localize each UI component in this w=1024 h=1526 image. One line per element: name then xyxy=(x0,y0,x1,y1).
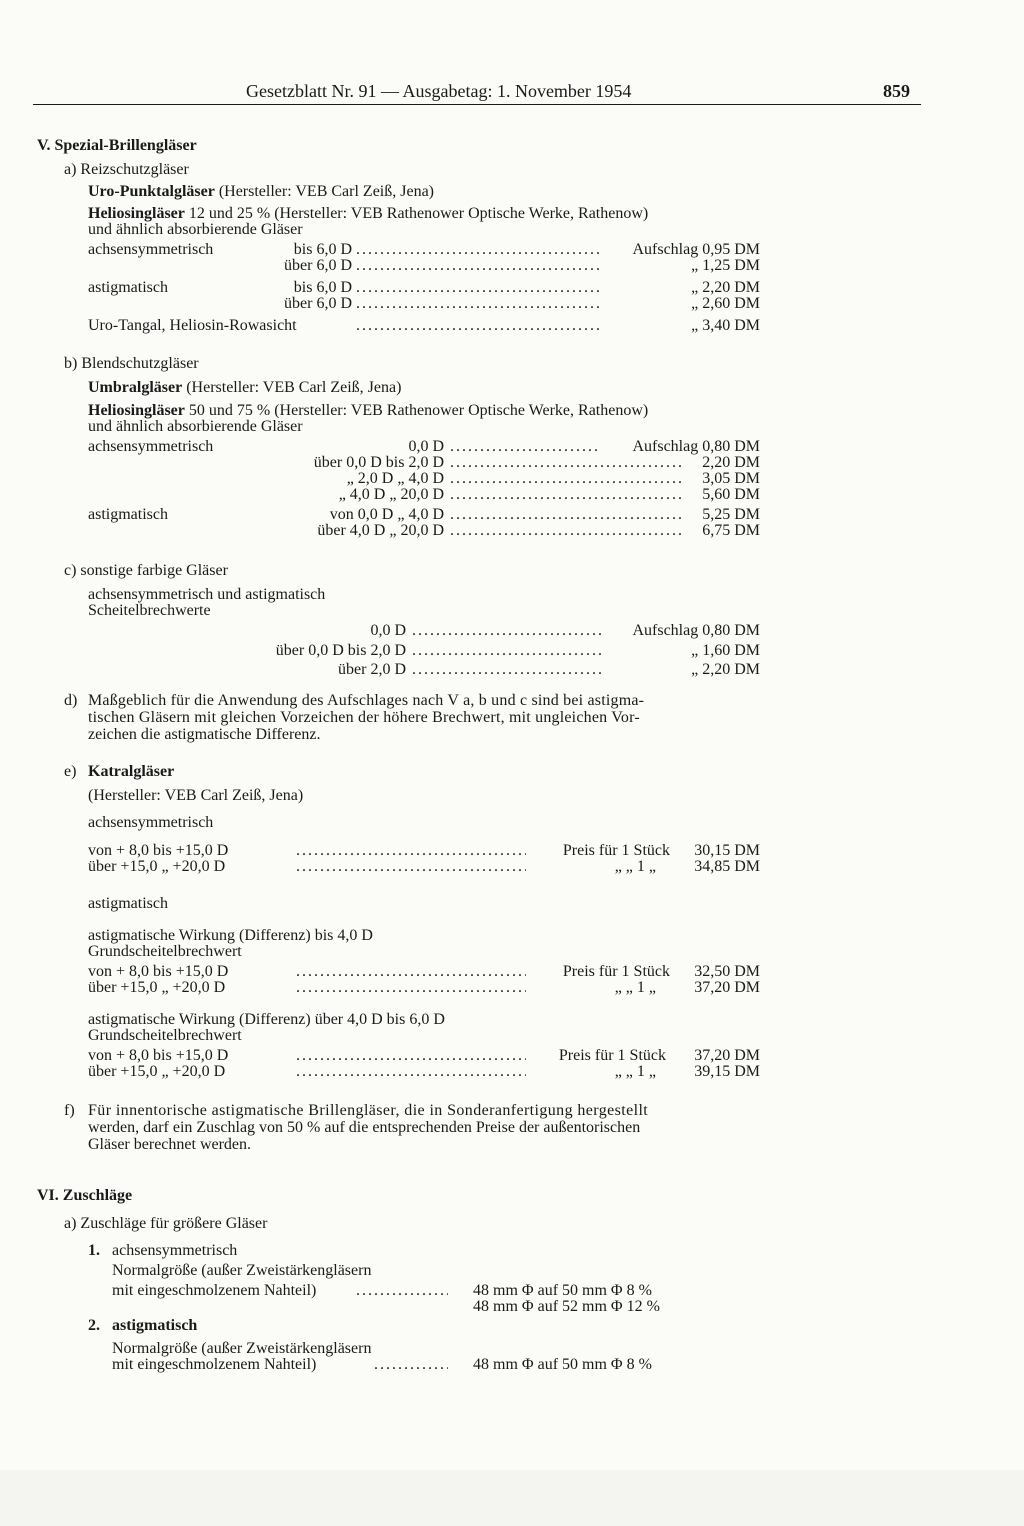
table-row-range: über 0,0 D bis 2,0 D xyxy=(275,642,406,659)
paragraph-line: Maßgeblich für die Anwendung des Aufschlages nach V a, b und c sind bei astigma- xyxy=(88,692,645,709)
paragraph-line: Gläser berechnet werden. xyxy=(88,1136,252,1153)
vi-item2-line1: Normalgröße (außer Zweistärkengläsern xyxy=(112,1340,372,1357)
sub-d-label: d) xyxy=(64,692,78,709)
table-row-price: 39,15 DM xyxy=(694,1063,760,1080)
vi-item1-rate2: 48 mm Φ auf 52 mm Φ 12 % xyxy=(473,1298,660,1315)
table-row-price: Aufschlag 0,80 DM xyxy=(632,622,760,639)
paragraph-line: zeichen die astigmatische Differenz. xyxy=(88,726,321,743)
table-row-unit: „ „ 1 „ xyxy=(614,979,656,996)
katral-group1-line1: astigmatische Wirkung (Differenz) bis 4,0 D xyxy=(88,927,373,944)
leader-dots xyxy=(412,642,602,659)
leader-dots xyxy=(450,506,684,523)
table-row-price: 37,20 DM xyxy=(694,979,760,996)
leader-dots xyxy=(296,979,526,996)
paragraph-line: Für innentorische astigmatische Brillengläser, die in Sonderanfertigung hergestellt xyxy=(88,1102,649,1119)
table-row-unit: „ „ 1 „ xyxy=(614,858,656,875)
sub-c-line1: achsensymmetrisch und astigmatisch xyxy=(88,586,326,603)
katral-astig-heading: astigmatisch xyxy=(88,895,168,912)
leader-dots xyxy=(296,842,526,859)
page-header-title: Gesetzblatt Nr. 91 — Ausgabetag: 1. November 1954 xyxy=(246,81,632,101)
table-row-range: von + 8,0 bis +15,0 D xyxy=(88,842,229,859)
table-row-range: bis 6,0 D xyxy=(293,241,352,258)
leader-dots xyxy=(356,257,602,274)
uro-rest: (Hersteller: VEB Carl Zeiß, Jena) xyxy=(214,183,434,200)
table-row-range: über +15,0 „ +20,0 D xyxy=(88,979,226,996)
header-rule xyxy=(33,104,921,105)
table-row-price: 32,50 DM xyxy=(694,963,760,980)
paragraph-line: tischen Gläsern mit gleichen Vorzeichen der höhere Brechwert, mit ungleichen Vor- xyxy=(88,709,640,726)
katral-group1-line2: Grundscheitelbrechwert xyxy=(88,943,242,960)
table-row-range: von 0,0 D „ 4,0 D xyxy=(329,506,444,523)
katral-maker: (Hersteller: VEB Carl Zeiß, Jena) xyxy=(88,787,304,804)
sub-f-label: f) xyxy=(64,1102,75,1119)
leader-dots xyxy=(356,317,602,334)
table-row-price: 5,25 DM xyxy=(702,506,760,523)
leader-dots xyxy=(450,470,684,487)
table-row-price: 5,60 DM xyxy=(702,486,760,503)
table-row-range: 0,0 D xyxy=(408,438,444,455)
table-row-label: astigmatisch xyxy=(88,506,168,523)
table-row-range: über 2,0 D xyxy=(338,661,406,678)
table-row-unit: Preis für 1 Stück xyxy=(562,842,670,859)
table-row-label: achsensymmetrisch xyxy=(88,241,214,258)
table-row-range: „ 4,0 D „ 20,0 D xyxy=(338,486,444,503)
vi-item2-number: 2. xyxy=(88,1317,100,1334)
umbral-rest: (Hersteller: VEB Carl Zeiß, Jena) xyxy=(182,379,402,396)
table-row-range: über 0,0 D bis 2,0 D xyxy=(313,454,444,471)
table-row-label: achsensymmetrisch xyxy=(88,438,214,455)
leader-dots xyxy=(296,963,526,980)
paragraph-line: werden, darf ein Zuschlag von 50 % auf die entsprechenden Preise der außentorischen xyxy=(88,1119,641,1136)
table-row-price: „ 2,20 DM xyxy=(691,279,760,296)
table-row-price: 6,75 DM xyxy=(702,522,760,539)
heliosin-rest: 12 und 25 % (Hersteller: VEB Rathenower Optische Werke, Rathenow) xyxy=(184,205,649,222)
umbral-name: Umbralgläser xyxy=(88,379,183,396)
vi-item2-title: astigmatisch xyxy=(112,1317,198,1334)
leader-dots xyxy=(450,486,684,503)
heliosin-line xyxy=(88,402,648,419)
table-row-price: „ 1,60 DM xyxy=(691,642,760,659)
heliosin-rest: 50 und 75 % (Hersteller: VEB Rathenower Optische Werke, Rathenow) xyxy=(184,402,649,419)
sub-c-label: c) sonstige farbige Gläser xyxy=(64,562,228,579)
vi-item1-number: 1. xyxy=(88,1242,100,1259)
table-row-price: „ 2,20 DM xyxy=(691,661,760,678)
section-vi-title: VI. Zuschläge xyxy=(37,1187,133,1204)
katral-achs-heading: achsensymmetrisch xyxy=(88,814,214,831)
sub-c-line2: Scheitelbrechwerte xyxy=(88,602,211,619)
table-row-price: „ 1,25 DM xyxy=(691,257,760,274)
table-row-range: bis 6,0 D xyxy=(293,279,352,296)
paper-stain xyxy=(0,1470,1024,1526)
heliosin-line2: und ähnlich absorbierende Gläser xyxy=(88,418,303,435)
table-row-range: „ 2,0 D „ 4,0 D xyxy=(346,470,444,487)
heliosin-name: Heliosingläser xyxy=(88,402,185,419)
table-row-unit: „ „ 1 „ xyxy=(614,1063,656,1080)
leader-dots xyxy=(374,1356,448,1373)
table-row-range: über 6,0 D xyxy=(284,257,352,274)
sub-e-label: e) xyxy=(64,763,77,780)
vi-item2-line2: mit eingeschmolzenem Nahteil) xyxy=(112,1356,317,1373)
vi-item1-line2: mit eingeschmolzenem Nahteil) xyxy=(112,1282,317,1299)
table-row-price: Aufschlag 0,95 DM xyxy=(632,241,760,258)
table-row-range: über +15,0 „ +20,0 D xyxy=(88,858,226,875)
vi-item2-rate1: 48 mm Φ auf 50 mm Φ 8 % xyxy=(473,1356,652,1373)
table-row-label: Uro-Tangal, Heliosin-Rowasicht xyxy=(88,317,297,334)
table-row-range: über +15,0 „ +20,0 D xyxy=(88,1063,226,1080)
table-row-unit: Preis für 1 Stück xyxy=(562,963,670,980)
section-v-title: V. Spezial-Brillengläser xyxy=(37,137,197,154)
sub-a-label: a) Reizschutzgläser xyxy=(64,161,189,178)
heliosin-line2: und ähnlich absorbierende Gläser xyxy=(88,221,303,238)
table-row-label: astigmatisch xyxy=(88,279,168,296)
leader-dots xyxy=(296,1047,526,1064)
leader-dots xyxy=(356,279,602,296)
table-row-price: 34,85 DM xyxy=(694,858,760,875)
leader-dots xyxy=(296,858,526,875)
uro-line xyxy=(88,183,434,200)
table-row-price: 37,20 DM xyxy=(694,1047,760,1064)
leader-dots xyxy=(450,522,684,539)
table-row-price: 3,05 DM xyxy=(702,470,760,487)
table-row-price: Aufschlag 0,80 DM xyxy=(632,438,760,455)
table-row-price: 30,15 DM xyxy=(694,842,760,859)
leader-dots xyxy=(450,438,600,455)
table-row-price: „ 3,40 DM xyxy=(691,317,760,334)
leader-dots xyxy=(356,241,602,258)
leader-dots xyxy=(296,1063,526,1080)
table-row-range: über 6,0 D xyxy=(284,295,352,312)
table-row-range: von + 8,0 bis +15,0 D xyxy=(88,1047,229,1064)
leader-dots xyxy=(412,622,602,639)
leader-dots xyxy=(412,661,602,678)
table-row-range: 0,0 D xyxy=(370,622,406,639)
table-row-unit: Preis für 1 Stück xyxy=(558,1047,666,1064)
table-row-price: 2,20 DM xyxy=(702,454,760,471)
katral-name: Katralgläser xyxy=(88,763,175,780)
heliosin-name: Heliosingläser xyxy=(88,205,185,222)
vi-item1-rate1: 48 mm Φ auf 50 mm Φ 8 % xyxy=(473,1282,652,1299)
leader-dots xyxy=(356,295,602,312)
vi-item1-title: achsensymmetrisch xyxy=(112,1242,238,1259)
leader-dots xyxy=(356,1282,448,1299)
table-row-range: über 4,0 D „ 20,0 D xyxy=(317,522,444,539)
vi-a-label: a) Zuschläge für größere Gläser xyxy=(64,1215,268,1232)
heliosin-line xyxy=(88,205,648,222)
katral-group2-line1: astigmatische Wirkung (Differenz) über 4,0 D bis 6,0 D xyxy=(88,1011,445,1028)
vi-item1-line1: Normalgröße (außer Zweistärkengläsern xyxy=(112,1262,372,1279)
uro-name: Uro-Punktalgläser xyxy=(88,183,215,200)
table-row-range: von + 8,0 bis +15,0 D xyxy=(88,963,229,980)
sub-b-label: b) Blendschutzgläser xyxy=(64,355,199,372)
table-row-price: „ 2,60 DM xyxy=(691,295,760,312)
page-number: 859 xyxy=(883,81,910,101)
katral-group2-line2: Grundscheitelbrechwert xyxy=(88,1027,242,1044)
leader-dots xyxy=(450,454,684,471)
umbral-line xyxy=(88,379,401,396)
